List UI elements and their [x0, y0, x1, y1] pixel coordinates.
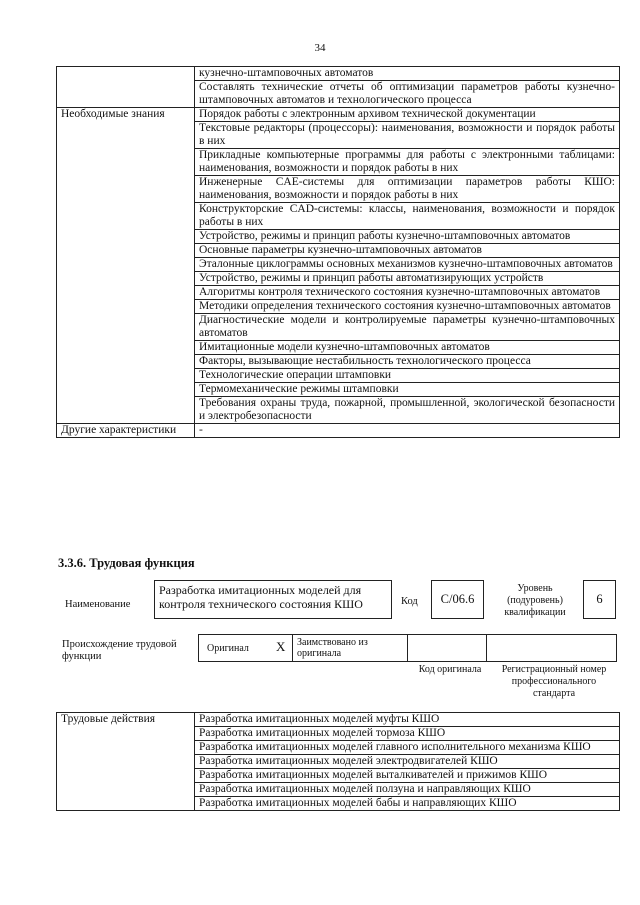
original-mark: X: [276, 639, 286, 654]
knowledge-item: Диагностические модели и контролируемые параметры кузнечно-штамповочных автоматов: [195, 314, 620, 341]
reg-number-cell: [486, 634, 617, 662]
action-item: Разработка имитационных моделей главного исполнительного механизма КШО: [195, 741, 620, 755]
reg-number-label: Регистрационный номер профессионального стандарта: [501, 664, 607, 699]
actions-table: [56, 712, 620, 811]
code-box: [431, 580, 484, 619]
code-value: C/06.6: [440, 592, 475, 606]
knowledge-item: Устройство, режимы и принцип работы кузнечно-штамповочных автоматов: [195, 230, 620, 244]
knowledge-table: [56, 66, 620, 438]
name-label: Наименование: [65, 599, 131, 610]
action-item: Разработка имитационных моделей тормоза КШО: [195, 727, 620, 741]
knowledge-item: Имитационные модели кузнечно-штамповочных автоматов: [195, 341, 620, 355]
knowledge-item: Порядок работы с электронным архивом технической документации: [195, 108, 620, 122]
table-row: [57, 713, 620, 727]
knowledge-item: Конструкторские CAD-системы: классы, наименования, возможности и порядок работы в них: [195, 203, 620, 230]
function-name-value: Разработка имитационных моделей для контроля технического состояния КШО: [159, 583, 363, 611]
action-item: Разработка имитационных моделей выталкивателей и прижимов КШО: [195, 769, 620, 783]
other-label: Другие характеристики: [57, 424, 195, 438]
action-item: Разработка имитационных моделей муфты КШО: [195, 713, 620, 727]
section-title: 3.3.6. Трудовая функция: [58, 556, 195, 570]
page-number: 34: [314, 42, 326, 54]
actions-label: Трудовые действия: [57, 713, 195, 811]
knowledge-item: Методики определения технического состояния кузнечно-штамповочных автоматов: [195, 300, 620, 314]
knowledge-item: Текстовые редакторы (процессоры): наименования, возможности и порядок работы в них: [195, 122, 620, 149]
code-label: Код: [401, 596, 418, 607]
knowledge-item: Требования охраны труда, пожарной, промышленной, экологической безопасности и электробезопасности: [195, 397, 620, 424]
knowledge-item: Эталонные циклограммы основных механизмов кузнечно-штамповочных автоматов: [195, 258, 620, 272]
table-row: [57, 108, 620, 122]
original-label: Оригинал: [207, 643, 249, 654]
action-item: Разработка имитационных моделей ползуна и направляющих КШО: [195, 783, 620, 797]
level-value: 6: [596, 592, 603, 606]
action-item: Разработка имитационных моделей бабы и направляющих КШО: [195, 797, 620, 811]
code-original-label: Код оригинала: [418, 664, 482, 675]
borrowed-cell: [292, 634, 408, 662]
knowledge-item: Инженерные CAE-системы для оптимизации параметров работы КШО: наименования, возможности и порядок работы в них: [195, 176, 620, 203]
level-box: [583, 580, 616, 619]
level-label: Уровень (подуровень) квалификации: [504, 583, 566, 618]
origin-label: Происхождение трудовой функции: [62, 639, 177, 662]
knowledge-item: Термомеханические режимы штамповки: [195, 383, 620, 397]
knowledge-item: Основные параметры кузнечно-штамповочных автоматов: [195, 244, 620, 258]
other-value: -: [195, 424, 620, 438]
continuation-cell: кузнечно-штамповочных автоматов: [195, 67, 620, 81]
knowledge-item: Прикладные компьютерные программы для работы с электронными таблицами: наименования, возможности и порядок работы в них: [195, 149, 620, 176]
knowledge-item: Алгоритмы контроля технического состояния кузнечно-штамповочных автоматов: [195, 286, 620, 300]
code-original-cell: [407, 634, 487, 662]
table-row: [57, 424, 620, 438]
original-cell: [198, 634, 293, 662]
action-item: Разработка имитационных моделей электродвигателей КШО: [195, 755, 620, 769]
continuation-cell: Составлять технические отчеты об оптимизации параметров работы кузнечно-штамповочных автоматов и технологического процесса: [195, 81, 620, 108]
table-row: [57, 67, 620, 81]
knowledge-item: Устройство, режимы и принцип работы автоматизирующих устройств: [195, 272, 620, 286]
continuation-label-cell: [57, 67, 195, 108]
knowledge-label: Необходимые знания: [57, 108, 195, 424]
knowledge-item: Технологические операции штамповки: [195, 369, 620, 383]
function-name-box: [154, 580, 392, 619]
knowledge-item: Факторы, вызывающие нестабильность технологического процесса: [195, 355, 620, 369]
borrowed-label: Заимствовано из оригинала: [297, 637, 368, 659]
